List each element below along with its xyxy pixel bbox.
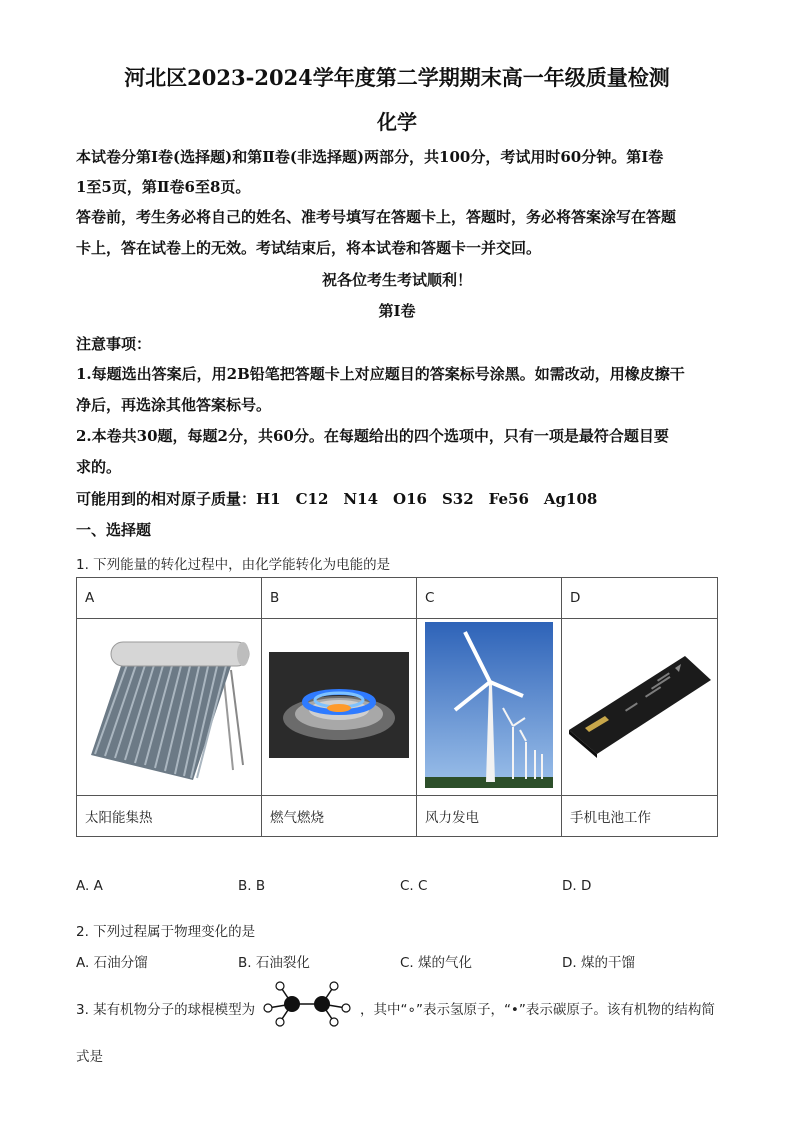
q2-choice-a: A. 石油分馏 (76, 955, 148, 971)
note-2-line-2: 求的。 (76, 458, 122, 476)
question-1-stem: 1. 下列能量的转化过程中，由化学能转化为电能的是 (76, 557, 391, 573)
question-3-stem-middle: ，其中“∘”表示氢原子，“•”表示碳原子。该有机物的结构简 (360, 1002, 715, 1018)
question-1-table (76, 577, 718, 837)
intro-line-2: 1至5页，第Ⅱ卷6至8页。 (76, 178, 251, 196)
phone-battery-image (562, 619, 718, 796)
note-1-line-1: 1.每题选出答案后，用2B铅笔把答题卡上对应题目的答案标号涂黑。如需改动，用橡皮擦干 (76, 365, 685, 383)
option-c-header: C (417, 578, 562, 619)
notes-heading: 注意事项： (76, 335, 152, 353)
wind-turbine-image (417, 619, 562, 796)
q2-choice-d: D. 煤的干馏 (562, 955, 635, 971)
option-b-header: B (262, 578, 417, 619)
exam-title: 河北区2023-2024学年度第二学期期末高一年级质量检测 (124, 65, 670, 90)
option-d-caption: 手机电池工作 (562, 796, 718, 837)
option-a-header: A (77, 578, 262, 619)
q1-choice-a: A. A (76, 878, 103, 894)
ball-stick-model-image (258, 978, 354, 1030)
note-2-line-1: 2.本卷共30题，每题2分，共60分。在每题给出的四个选项中，只有一项是最符合题目要 (76, 427, 669, 445)
intro-line-4: 卡上，答在试卷上的无效。考试结束后，将本试卷和答题卡一并交回。 (76, 239, 542, 257)
question-3-stem-start: 3. 某有机物分子的球棍模型为 (76, 1002, 256, 1018)
intro-line-3: 答卷前，考生务必将自己的姓名、准考号填写在答题卡上，答题时，务必将答案涂写在答题 (76, 208, 677, 226)
note-1-line-2: 净后，再选涂其他答案标号。 (76, 396, 272, 414)
option-a-caption: 太阳能集热 (77, 796, 262, 837)
gas-burner-image (262, 619, 417, 796)
solar-water-heater-image (77, 619, 262, 796)
option-d-header: D (562, 578, 718, 619)
question-3-stem-end: 式是 (76, 1049, 103, 1065)
subject-title: 化学 (377, 110, 417, 134)
section-heading: 一、选择题 (76, 521, 152, 539)
q2-choice-c: C. 煤的气化 (400, 955, 473, 971)
q1-choice-d: D. D (562, 878, 592, 894)
q1-choice-c: C. C (400, 878, 428, 894)
option-b-caption: 燃气燃烧 (262, 796, 417, 837)
wish-line: 祝各位考生考试顺利！ (321, 271, 472, 289)
option-c-caption: 风力发电 (417, 796, 562, 837)
atomic-masses: 可能用到的相对原子质量：H1 C12 N14 O16 S32 Fe56 Ag108 (76, 490, 598, 508)
question-2-stem: 2. 下列过程属于物理变化的是 (76, 924, 256, 940)
q1-choice-b: B. B (238, 878, 266, 894)
q2-choice-b: B. 石油裂化 (238, 955, 310, 971)
volume-heading: 第Ⅰ卷 (378, 302, 416, 320)
intro-line-1: 本试卷分第Ⅰ卷(选择题)和第Ⅱ卷(非选择题)两部分，共100分，考试用时60分钟。第Ⅰ卷 (76, 148, 664, 166)
